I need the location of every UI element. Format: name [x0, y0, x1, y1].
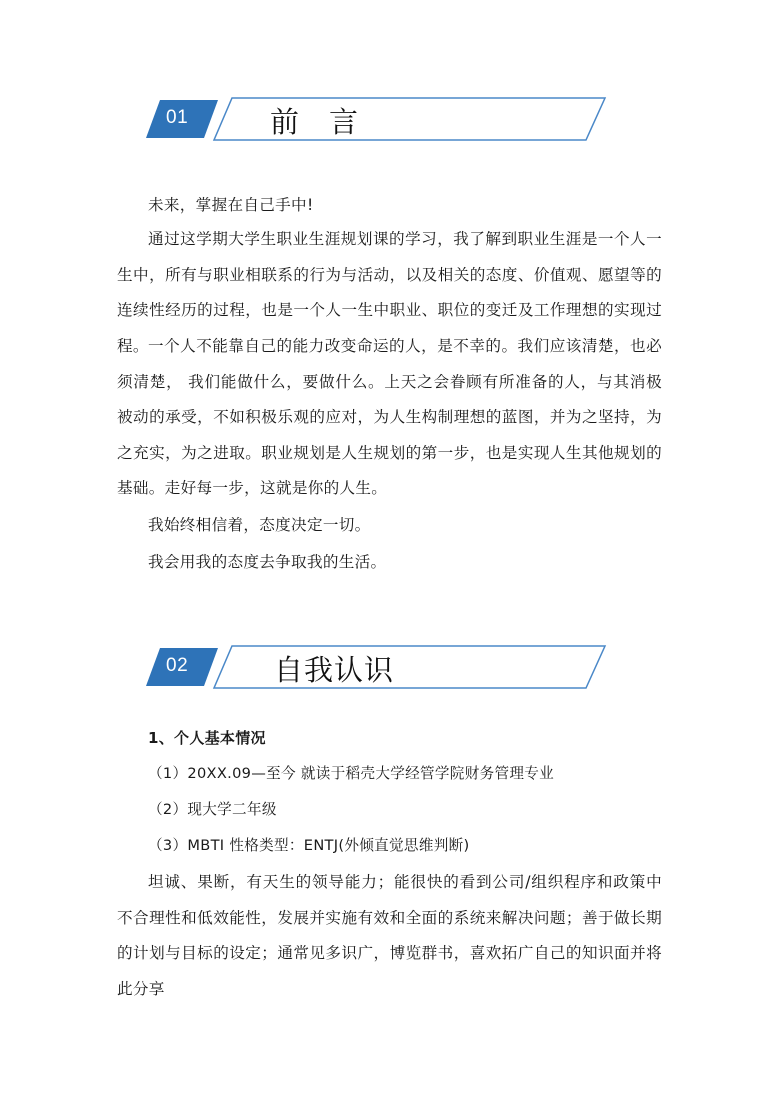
section-number: 02 [166, 655, 189, 676]
intro-paragraph-4: 我始终相信着，态度决定一切。 [148, 516, 371, 534]
intro-paragraph-2: 通过这学期大学生职业生涯规划课的学习，我了解到职业生涯是一个人一生中，所有与职业相联系的行为与活动，以及相关的态度、价值观、愿望等的连续性经历的过程，也是一个人一生中职业、职位的变迁及工作理想的实现过程。 [117, 230, 662, 355]
intro-paragraph-5: 我会用我的态度去争取我的生活。 [148, 553, 387, 571]
info-item-2: （2）现大学二年级 [148, 801, 277, 818]
section-title: 自我认识 [274, 653, 395, 687]
info-item-3: （3）MBTI 性格类型：ENTJ(外倾直觉思维判断) [148, 837, 470, 854]
intro-paragraph-1: 未来，掌握在自己手中! [148, 196, 314, 214]
section-number: 01 [166, 107, 189, 128]
intro-paragraph-3: 一个人不能靠自己的能力改变命运的人，是不幸的。我们应该清楚，也必须清楚， 我们能做什么，要做什么。上天之会眷顾有所准备的人，与其消极被动的承受，不如积极乐观的应对，为人生构制理想的蓝图，并为之坚持，为之充实，为之进取。职业规划是人生规划的第一步，也是实现人生其他规划的基础。走好每一步，这就是你的人生。 [117, 337, 662, 497]
personality-paragraph: 坦诚、果断，有天生的领导能力；能很快的看到公司/组织程序和政策中不合理性和低效能性，发展并实施有效和全面的系统来解决问题；善于做长期的计划与目标的设定；通常见多识广，博览群书，喜欢拓广自己的知识面并将此分享 [117, 873, 662, 998]
section-title: 前言 [270, 105, 389, 139]
section-header-foreword [146, 96, 608, 142]
section-header-self-knowledge [146, 644, 608, 690]
info-item-1: （1）20XX.09—至今 就读于稻壳大学经管学院财务管理专业 [148, 765, 555, 782]
subheading-basic-info: 1、个人基本情况 [148, 729, 266, 747]
